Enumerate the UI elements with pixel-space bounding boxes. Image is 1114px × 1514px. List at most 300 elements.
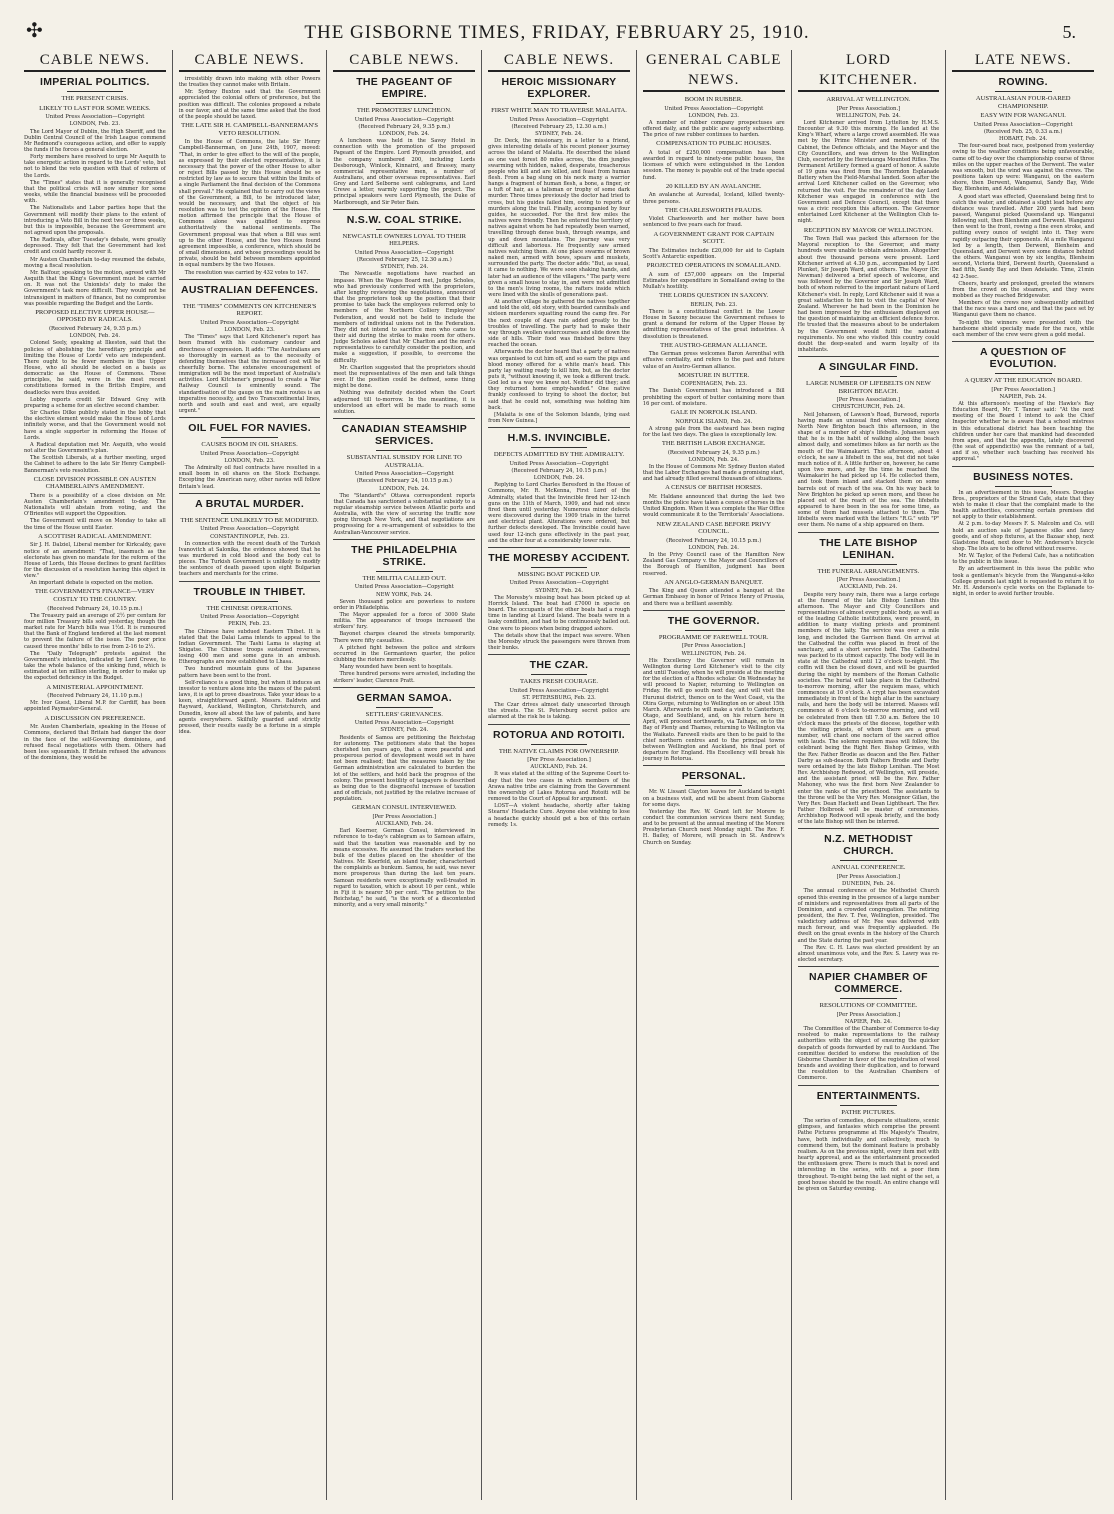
paragraph: Afterwards the doctor heard that a party of natives was organised to cut him off, and so earn the pigs and blood money offered for a white man's head. This party lay waiting ready to kill him, but, as the doctor puts it, "without knowing it, we took a different track. God led us a way we knew not. Neither did they; and they returned home empty-handed." One native frankly confessed to trying to shoot the doctor, but said that he could not, something was holding him back. (488, 349, 630, 411)
article (24, 684, 166, 713)
article (24, 309, 166, 474)
headline-rule (376, 229, 433, 230)
article-body (643, 464, 785, 482)
headline-rule (995, 486, 1052, 487)
paragraph: There is a possibility of a close division on Mr. Austen Chamberlain's amendment to-day. The Nationalists will abstain from voting, and the O'Brienites will support the Opposition. (24, 492, 166, 518)
crest-icon: ✣ (26, 18, 43, 42)
article (798, 1085, 940, 1192)
dateline: [Per Press Association.] (527, 757, 591, 764)
paragraph: The Czar drives almost daily unescorted through the streets. The St. Petersburg secret police are alarmed at the risk he is taking. (488, 702, 630, 721)
column-7 (945, 50, 1100, 1500)
article-body (643, 658, 785, 763)
dateline: (Received February 25, 12.30 a.m.) (511, 123, 607, 130)
dateline: NAPIER, Feb. 24. (844, 1018, 892, 1025)
article (643, 579, 785, 607)
paragraph: Mr. Charlton suggested that the proprietors should meet the representatives of the men and talk things over. If the position could be defined, some thing might be done. (333, 364, 476, 390)
headline-rule (221, 513, 278, 514)
article (952, 466, 1094, 598)
dateline: [Per Press Association.] (836, 105, 901, 112)
headline-rule (376, 571, 433, 572)
dateline: SYDNEY, Feb. 24. (535, 587, 583, 594)
paragraph: The resolution was carried by 432 votes to 147. (184, 269, 309, 276)
paragraph: An avalanche at Auresdal, Iceland, killed twenty-three persons. (642, 192, 785, 205)
article-body (179, 629, 321, 736)
article-subhead: A DISCUSSION ON PREFERENCE. (44, 714, 146, 722)
article-subhead: THE FUNERAL ARRANGEMENTS. (817, 567, 920, 575)
article-body (488, 702, 630, 720)
paragraph: The Danish Government has introduced a Bill prohibiting the export of butter containing more than 16 per cent. of moisture. (642, 388, 785, 407)
article (643, 183, 785, 205)
article-subhead: DEFECTS ADMITTED BY THE ADMIRALTY. (493, 451, 625, 459)
paragraph: Mr. Haldane announced that during the last two months the police have taken a census of horses in the United Kingdom. When it was complete the War Office would communicate it to the Territorials' Associations. (642, 493, 785, 519)
article-subhead: A MINISTERIAL APPOINTMENT. (46, 683, 144, 691)
article-headline: ROWING. (998, 76, 1048, 88)
article-subhead: A CENSUS OF BRITISH HORSES. (665, 484, 763, 492)
divider (333, 539, 475, 540)
article (333, 687, 475, 803)
article (488, 547, 630, 651)
divider (179, 279, 321, 280)
article-body (643, 216, 785, 228)
paragraph: The Newcastle negotiations have reached an impasse. When the Wages Board met, Judge Scholes, who had previously conferred with the proprietors, after lengthy reviewing the negotiations, announced that the proprietors took up the position that their promise to take back the employees referred only to members of the Northern Colliery Employees' Federation, and would not be held to include the members of individual unions not in the Federation. They did not intend to sacrifice men who came to their aid during the strike to make room for others. Judge Scholes asked that Mr Charlton and the men's representatives to carefully consider the position, and make a suggestion, if possible, to overcome the difficulty. (333, 271, 476, 364)
paragraph: The Admiralty oil fuel contracts have resulted in a small boom in oil shares on the Stock Exchange. Excepting the American navy, other navies will follow Britain's lead. (178, 465, 321, 490)
article-subhead: RECEPTION BY MAYOR OF WELLINGTON. (803, 226, 934, 234)
paragraph: The details show that the impact was severe. When the Moresby struck the passengers were thrown from their bunks. (488, 632, 630, 652)
dateline: WELLINGTON, Feb. 24. (836, 112, 901, 119)
article (333, 76, 475, 206)
article-body (179, 541, 321, 578)
dateline: LONDON, Feb. 23. (69, 121, 121, 128)
divider (488, 724, 630, 725)
paragraph: Cheers, hearty and prolonged, greeted the winners from the crowd on the steamers, and they were mobbed as they reached Bridgewater. (952, 280, 1095, 299)
article-subhead: A SCOTTISH RADICAL AMENDMENT. (38, 532, 152, 540)
article-headline: AUSTRALIAN DEFENCES. (180, 283, 319, 296)
article-body (333, 271, 475, 415)
dateline: [Per Press Association.] (836, 577, 901, 584)
article-body (643, 552, 785, 577)
dateline: United Press Association—Copyright (354, 584, 454, 591)
article-headline: HEROIC MISSIONARY EXPLORER. (501, 76, 617, 100)
column-header: GENERAL CABLE NEWS. (643, 50, 785, 92)
article-body (798, 236, 940, 353)
paragraph: A strong gale from the eastward has been raging for the last two days. The glass is exceptionally low. (642, 425, 785, 438)
paragraph: At another village he gathered the natives together and told the old, old story, with bearded cannibals and sixteen murderers squatting round the camp fire. For the next couple of days rain added greatly to the troubles of travelling. The party had to make their way through swollen watercourses and slide down the side of hills. Their food was finished before they reached the ocean. (488, 299, 630, 349)
article-subhead: PROPOSED ELECTIVE UPPER HOUSE—OPPOSED BY RADICALS. (35, 308, 155, 324)
article-body (488, 595, 630, 651)
paragraph: Mr. W. Taylor, of the Federal Cafe, has a notification to the public in this issue. (952, 553, 1095, 566)
paragraph: The annual conference of the Methodist Church opened this evening in the presence of a large number of ministers and representatives from all parts of the Dominion, and a crowded congregation. The retiring president, the Rev. T. Fee, Wellington, presided. The valedictory address of Mr. Fee was delivered with much fervour, and was frequently applauded. He dwelt on the great events in the history of the Church and the State during the past year. (797, 888, 940, 944)
paragraph: The "Times" says that Lord Kitchener's report has been framed with his customary candour and directness of expression. It adds: "The Australians are so thoroughly in earnest as to the necessity of defending themselves that the increased cost will be cheerfully borne. The extensive encouragement of immigration will be the most important of Australia's activities. Lord Kitchener's proposal to create a War Railway Council is eminently sound. The standardisation of the gauge on the main routes is an imperative necessity, and two Transcontinental lines, north and south and east and west, are equally urgent." (178, 334, 321, 415)
paragraph: The King and Queen attended a banquet at the German Embassy in honor of Prince Henry of Prussia, and there was a brilliant assembly. (642, 588, 785, 607)
dateline: [Per Press Association.] (836, 397, 901, 404)
dateline: (Received February 24, 9.35 p.m.) (358, 123, 451, 130)
paragraph: The series of comedies, desperate situations, scenic glimpses, and fantasies which comprise the present Pathe Pictures programme at His Majesty's Theatre, have, both individually and collectively, much to commend them, but the dominant feature is probably realism. As on the previous night, every item met with hearty approval, and as the entertainment proceeded the enthusiasm grew. There is much that is novel and interesting in the series, with not a poor item throughout. To-night being the last night of the set, a good house should be the result. An entire change will be given on Saturday evening. (797, 1118, 940, 1192)
article (488, 427, 630, 544)
dateline: United Press Association—Copyright (509, 116, 609, 123)
article-subhead: A GOVERNMENT GRANT FOR CAPTAIN SCOTT. (653, 230, 774, 246)
paragraph: A sum of £57,000 appears on the Imperial Estimates for expenditure in Somaliland owing to the Mullah's hostility. (642, 271, 785, 290)
paragraph: Mr. Ivor Guest, Liberal M.P. for Cardiff, has been appointed Paymaster-General. (24, 700, 166, 713)
article-body (643, 426, 785, 438)
article-headline: THE LATE BISHOP LENIHAN. (819, 536, 918, 561)
article-body (24, 493, 166, 531)
divider (488, 654, 630, 655)
article-headline: CANADIAN STEAMSHIP SERVICES. (341, 423, 468, 448)
dateline: LONDON, Feb. 23. (224, 327, 275, 334)
article (24, 76, 166, 307)
dateline: AUCKLAND, Feb. 24. (375, 821, 433, 828)
paragraph: Colonel Seely, speaking at Ilkeston, said that the policies of abolishing the hereditary principle and limiting the House of Lords' veto are independent. There ought to be fewer members in the Upper House, who all should be elected on a basis as democratic as the House of Commons. These principles, he said, were in the most recent constitutions formed in the British Empire, and deadlocks were thus avoided. (24, 340, 166, 396)
paragraph: The Rev. C. H. Laws was elected president by an almost unanimous vote, and the Rev. S. Lawry was re-elected secretary. (797, 944, 940, 964)
article (798, 532, 940, 826)
headline-rule (531, 447, 588, 448)
headline-rule (531, 103, 588, 104)
article-subhead: ARRIVAL AT WELLINGTON. (826, 96, 911, 103)
divider (333, 687, 475, 688)
article-body (488, 138, 630, 424)
article-subhead: THE "TIMES" COMMENTS ON KITCHENER'S REPORT. (182, 302, 317, 318)
article (643, 96, 785, 138)
article-subhead: PATHE PICTURES. (841, 1108, 896, 1116)
article-subhead: THE NATIVE CLAIMS FOR OWNERSHIP. (498, 747, 620, 755)
paragraph: The Treasury paid an average of 2½ per centum for four million Treasury bills sold yesterday, though the market rate for March bills was 1½d. It is rumoured that the Bank of England tendered at the last moment to prevent the failure of the issue. The poor price caused three months' bills to rise from 2-16 to 2½. (24, 612, 166, 650)
article (333, 418, 475, 536)
article (643, 342, 785, 370)
article-subhead: 20 KILLED BY AN AVALANCHE. (665, 182, 762, 190)
article-body (333, 828, 475, 908)
paragraph: A good start was effected, Queensland being first to catch the water, and obtained a slight lead before any distance was travelled. After 200 yards had been passed, Wanganui picked Queensland up. Wanganui following suit, then Blenheim and Derwent. Wanganui then went to the front, rowing a fine even stroke, and putting every ounce of weight into it. They were rapidly outpacing their opponents. At a mile Wanganui led by a length, then Derwent, Blenheim and Queensland, and Derwent were some distance behind the others. Wanganui won by six lengths, Blenheim second, Victoria third, Derwent fourth, Queensland a bad fifth, Sandy Bay and then Adelaide. Time, 21min 42 2-5sec. (952, 193, 1095, 280)
article-body (333, 493, 475, 536)
divider (798, 532, 940, 533)
article-body (798, 1118, 940, 1192)
article-body (952, 490, 1094, 598)
article-body (643, 120, 785, 138)
dateline: LONDON, Feb. 24. (688, 544, 739, 551)
article (952, 341, 1094, 462)
article (643, 765, 785, 845)
headline-rule (840, 998, 897, 999)
dateline: [Per Press Association.] (991, 386, 1055, 393)
article-subhead: MOISTURE IN BUTTER. (678, 371, 750, 379)
article-subhead: THE SENTENCE UNLIKELY TO BE MODIFIED. (180, 516, 319, 524)
article-headline: ROTORUA AND ROTOITI. (493, 728, 626, 741)
dateline: LONDON, Feb. 23. (688, 112, 739, 119)
headline-rule (531, 674, 588, 675)
headline-rule (840, 376, 897, 377)
newspaper-columns (18, 50, 1100, 1500)
dateline: (Received February 24, 10.15 p.m.) (356, 478, 452, 485)
paragraph: In an advertisement in this issue, Messrs. Douglas Bros., proprietors of the Strand Cafe, state that they wish to make it clear that the complaint made to the health authorities, concerning certain premises did not apply to their establishment. (952, 489, 1095, 521)
headline-rule (995, 373, 1052, 374)
article-body (643, 150, 785, 181)
article-headline: THE PAGEANT OF EMPIRE. (356, 76, 453, 100)
article-headline: THE MORESBY ACCIDENT. (488, 551, 630, 564)
article (179, 493, 321, 578)
headline-rule (685, 630, 742, 631)
article (798, 356, 940, 528)
article-body (24, 613, 166, 682)
headline-rule (221, 601, 278, 602)
article (798, 96, 940, 225)
divider (333, 418, 475, 419)
article-headline: NAPIER CHAMBER OF COMMERCE. (809, 971, 928, 996)
article-body (179, 76, 321, 120)
article-subhead: THE CHINESE OPERATIONS. (206, 604, 293, 612)
paragraph: The Government will move on Monday to take all the time of the House until Easter. (24, 518, 166, 531)
paragraph: Lobby reports credit Sir Edward Grey with preparing a scheme for an elective second chamber. (24, 396, 166, 409)
article-body (24, 724, 166, 761)
article-headline: BUSINESS NOTES. (973, 470, 1074, 483)
paragraph: Forty members have resolved to urge Mr Asquith to take energetic action in regard to the Lords' veto, but not to blend the veto question with that of reform of the Lords. (24, 154, 166, 179)
article-subhead: PROGRAMME OF FAREWELL TOUR. (658, 633, 769, 641)
paragraph: The "Standard's" Ottawa correspondent reports that Canada has sanctioned a substantial subsidy to a regular steamship service between Atlantic ports and Australia, with the view of securing the traffic now going through New York, and that negotiations are progressing for a re-arrangement of subsidies to the Australian-Vancouver service. (333, 492, 476, 536)
paragraph: The "Daily Telegraph" protests against the Government's intention, indicated by Lord Crewe, to take the whole balance of the sinking fund, which is estimated at ten million sterling, in order to make up the expected deficiency in the Budget. (24, 650, 166, 682)
dateline: (Received February 24, 11.10 p.m.) (47, 693, 143, 700)
dateline: AUCKLAND, Feb. 24. (839, 584, 898, 591)
article-body (488, 771, 630, 827)
article (24, 476, 166, 531)
divider (798, 966, 940, 967)
paragraph: Mr. Austen Chamberlain, speaking in the House of Commons, declared that Britain had danger the door in the face of the self-Governing dominions, and refused fiscal negotiations with them. Others had been less squeamish. If Britain refused the advances of the dominions, they would be (24, 724, 166, 761)
paragraph: A pitched fight between the police and strikers occurred in the Germantown quarter, the police clubbing the rioters mercilessly. (333, 644, 476, 664)
paragraph: The Lord Mayor of Dublin, the High Sheriff, and the Dublin Central Council of the Irish League commend Mr Redmond's courageous action, and offer to supply the funds if he forces a general election. (24, 128, 166, 153)
dateline: (Received February 24, 10.15 p.m.) (511, 468, 607, 474)
article (24, 533, 166, 587)
article (643, 484, 785, 518)
dateline: NEW YORK, Feb. 24. (376, 591, 433, 598)
article (333, 539, 475, 684)
article-body (643, 351, 785, 369)
paragraph: An important debate is expected on the motion. (30, 580, 154, 587)
headline-rule (376, 103, 433, 104)
page-number: 5. (1062, 22, 1076, 42)
dateline: LONDON, Feb. 24. (688, 456, 739, 463)
paragraph: A total of £250,000 compensation has been awarded in regard to ninety-one public houses, the licenses of which were extinguished in the London session. The money is payable out of the trade special fund. (642, 149, 785, 181)
dateline: LONDON, Feb. 23. (224, 458, 275, 464)
dateline: [Per Press Association.] (681, 643, 746, 650)
article-headline: THE PHILADELPHIA STRIKE. (351, 543, 458, 568)
article-headline: TROUBLE IN THIBET. (193, 585, 306, 598)
article-body (798, 120, 940, 225)
dateline: NORFOLK ISLAND, Feb. 24. (675, 418, 753, 425)
article-body (952, 401, 1094, 463)
paragraph: Sir J. H. Dalziel, Liberal member for Kirkcaldy, gave notice of an amendment: "That, inasmuch as the electorate has given no mandate for the reform of the House of Lords, this House declines to grant facilities for the discussion of a resolution having this object in view." (24, 542, 166, 580)
article-headline: N.S.W. COAL STRIKE. (346, 213, 462, 226)
paragraph: Lord Kitchener arrived from Lyttelton by H.M.S. Encounter at 9.30 this morning. He landed at the King's Wharf, where a large crowd assembled. He was met by the Prime Minister and members of the Cabinet, the Defence officials, and the Mayor and the City Councillors, and was driven to the Wellington Club, escorted by the Heretaunga Mounted Rifles. The Permanent Artillery formed a guard of honor. A salute of 19 guns was fired from the Thorndon Esplanade Battery when the Field-Marshal landed. Soon after the arrival Lord Kitchener called on the Governor, who returned the visit. For the remainder of the day Lord Kitchener was engaged in conference with the Government and Defence Council, except that there was a civic reception this afternoon. The Governor entertained Lord Kitchener at the Wellington Club to-night. (797, 119, 940, 225)
divider (643, 765, 785, 766)
article-subhead: NEWCASTLE OWNERS LOYAL TO THEIR HELPERS. (342, 232, 467, 248)
divider (952, 341, 1094, 342)
paragraph: Seven thousand police are powerless to restore order in Philadelphia. (333, 598, 476, 611)
dateline: United Press Association—Copyright (200, 526, 300, 533)
article-subhead: THE PROMOTERS' LUNCHEON. (356, 107, 452, 114)
dateline: BERLIN, Feb. 23. (690, 301, 738, 308)
dateline: COPENHAGEN, Feb. 23. (680, 381, 747, 388)
headline-rule (840, 1105, 897, 1106)
article-subhead: CAUSES BOOM IN OIL SHARES. (201, 441, 298, 449)
paragraph: The "Times" states that it is generally recognised that the political crisis will now simmer for some weeks, while the financial business will be proceeded with. (24, 179, 166, 205)
paragraph: Sir Charles Dilke publicly stated in the lobby that the elective element would make the House of Lords infinitely worse, and that the Government would not have a single supporter in reforming the House of Lords. (24, 410, 166, 441)
article-body (488, 482, 630, 544)
article-body (643, 494, 785, 519)
paragraph: The Mayor appealed for a force of 3000 State militia. The appearance of troops increased the strikers' fury. (333, 612, 476, 631)
paragraph: At this afternoon's meeting of the Hawke's Bay Education Board, Mr. T. Tanner said: "At the next meeting of the Board I intend to ask the Chief Inspector whether he is aware that a school mistress in this educational district has been teaching the children under her care that mankind had descended from apes, and that the appendix, lately discovered (the seat of appendicitis) was the remnant of a tail, and if so, whether such teaching has received his approval." (952, 401, 1095, 463)
paragraph: To-night the winners were presented with the handsome shield specially made for the race, while each member of the crew were given a gold medal. (952, 319, 1095, 338)
article-body (798, 888, 940, 963)
article-body (643, 309, 785, 340)
paragraph: Mr. Balfour, speaking to the motion, agreed with Mr Asquith that the King's Government must be carried on. It was not the Unionists' duty to make the Government's task more difficult. They would not be intransigent in matters of finance, but no compromise was possible regarding the Budget and the Lords. (24, 269, 166, 307)
paragraph: Bayonet charges cleared the streets temporarily. There were fifty casualties. (333, 631, 476, 644)
article (179, 581, 321, 736)
headline-rule (376, 707, 433, 708)
dateline: United Press Association—Copyright (664, 105, 764, 112)
newspaper-title: THE GISBORNE TIMES, FRIDAY, FEBRUARY 25, 1910. (304, 22, 810, 43)
dateline: United Press Association—Copyright (200, 450, 300, 457)
headline-rule (685, 785, 742, 786)
column-header: CABLE NEWS. (333, 50, 475, 72)
article-subhead: GERMAN CONSUL INTERVIEWED. (352, 804, 457, 812)
paragraph: Self-reliance is a good thing, but when it induces an investor to venture alone into the mazes of the patent laws, it is apt to prove disastrous. Take your ideas to a keen, straightforward agent. Messrs. Baldwin and Rayward, Auckland, Wellington, Christchurch, and Dunedin, know all about the law of patents, and have agents everywhere. Skilfully guarded and strictly pressed, their results easily be a fortune in a simple idea. (178, 679, 321, 736)
dateline: LONDON, Feb. 24. (379, 130, 430, 137)
article-subhead: THE AUSTRO-GERMAN ALLIANCE. (660, 341, 768, 349)
article-headline: GERMAN SAMOA. (356, 691, 453, 704)
paragraph: Dr. Deck, the missionary, in a letter to a friend, gives interesting details of his recent pioneer journey across the island of Malaita. He described the island as one vast forest 80 miles across, the dim jungles swarming with hidden, naked, desperate, treacherous people who kill and are killed, and feast from human flesh. From a bag slung on his neck many a warrior hangs a fragment of human flesh, a bone, a finger, or a tuft of hair, as a talisman or trophy of some dark murder. Three times previously the doctor had tried to cross, but his guides failed him, owing to reports of murders along the trail. Finally, accompanied by four guides, he succeeded. For the first few miles the natives were friendly. Then he entered the territory of natives against whom he had repeatedly been warned, travelling through dense bush, through swamps, and up and down mountains. The journey was very difficult and laborious. He frequently saw armed natives watching them. At one place swarms of brown naked men, armed with bows, spears and muskets, surrounded the party. The doctor adds: "But, as usual, it came to nothing. We were soon shaking hands, and later had an audience of the villagers." The party were given a small house to stay in, and were not admitted to the men's living rooms, the rafters inside which were lined with the skulls of generations past. (488, 138, 630, 298)
masthead (0, 0, 1114, 52)
article (179, 279, 321, 415)
article-headline: A QUESTION OF EVOLUTION. (979, 346, 1067, 371)
article (179, 417, 321, 490)
article-subhead: FIRST WHITE MAN TO TRAVERSE MALAITA. (491, 107, 627, 114)
article-subhead: AUSTRALASIAN FOUR-OARED CHAMPIONSHIP. (975, 95, 1071, 110)
article-body (798, 1026, 940, 1081)
article-subhead: THE BRITISH LABOR EXCHANGE. (661, 440, 766, 447)
article-body (179, 139, 321, 275)
article-subhead: RESOLUTIONS OF COMMITTEE. (819, 1002, 918, 1010)
divider (798, 1085, 940, 1086)
paragraph: Yesterday the Rev. W. Grant left for Morere to conduct the communion services there next Sunday, and to be present at the annual meeting of the Morere Presbyterian Church next Monday night. The Rev. F. H. Bailey, of Morere, will preach in St. Andrew's Church on Sunday. (642, 808, 785, 846)
dateline: SYDNEY, Feb. 24. (380, 727, 429, 734)
divider (952, 466, 1094, 467)
article (333, 209, 475, 415)
divider (488, 547, 630, 548)
article-body (333, 735, 475, 803)
column-header: CABLE NEWS. (179, 50, 321, 72)
article-subhead: LARGE NUMBER OF LIFEBELTS ON NEW BRIGHTON BEACH. (806, 380, 931, 395)
article (488, 654, 630, 720)
article-subhead: A QUERY AT THE EDUCATION BOARD. (964, 377, 1082, 385)
paragraph: A number of rubber company prospectuses are offered daily, and the public are eagerly subscribing. The price of raw rubber continues to harden. (642, 119, 785, 139)
dateline: (Received Feb. 25, 0.33 a.m.) (983, 128, 1063, 135)
dateline: (Received February 24, 10.15 p.m.) (666, 537, 762, 544)
headline-rule (67, 91, 124, 92)
article (24, 588, 166, 681)
dateline: ST. PETERSBURG, Feb. 23. (522, 694, 596, 701)
divider (179, 417, 321, 418)
article-headline: N.Z. METHODIST CHURCH. (824, 833, 913, 858)
dateline: United Press Association—Copyright (354, 249, 454, 256)
article (952, 76, 1094, 338)
article (643, 610, 785, 763)
column-header: CABLE NEWS. (24, 50, 166, 72)
paragraph: Three hundred persons were arrested, including the strikers' leader, Clarence Pratt. (333, 671, 476, 684)
article-headline: THE CZAR. (529, 659, 589, 672)
article-subhead: THE CHARLESWORTH FRAUDS. (664, 206, 763, 214)
dateline: (Received February 24, 9.35 p.m.) (667, 449, 760, 456)
dateline: SYDNEY, Feb. 24. (535, 130, 583, 137)
headline-rule (221, 299, 278, 300)
article (24, 715, 166, 762)
article-subhead: NEW ZEALAND CASE BEFORE PRIVY COUNCIL. (656, 520, 771, 536)
paragraph: Many wounded have been sent to hospitals. (339, 664, 453, 671)
dateline: (Received February 25, 12.30 a.m.) (356, 257, 452, 264)
divider (798, 828, 940, 829)
dateline: LONDON, Feb. 24. (379, 485, 430, 492)
dateline: United Press Association—Copyright (354, 116, 454, 123)
article-body (643, 192, 785, 204)
column-header: CABLE NEWS. (488, 50, 630, 72)
divider (798, 356, 940, 357)
article-body (24, 542, 166, 586)
article-body (643, 588, 785, 606)
paragraph: There is a constitutional conflict in the Lower House in Saxony because the Government refuses to grant a demand for reform of the Upper House by admitting representatives of the great industries. A dissolution is threatened. (642, 308, 785, 340)
article-headline: THE GOVERNOR. (667, 614, 760, 627)
paragraph: In the House of Commons Mr. Sydney Buxton stated that the Labor Exchanges had made a promising start, and had already filled several thousands of situations. (642, 463, 785, 483)
divider (643, 610, 785, 611)
column-6 (791, 50, 946, 1500)
paragraph: In the House of Commons, the late Sir Henry Campbell-Bannerman, on June 24th, 1907, moved: "That, in order to give effect to the will of the people, as expressed by their elected representatives, it is necessary that the power of the other House to alter or reject Bills passed by this House should be so restricted by law as to secure that within the limits of a single Parliament the final decision of the Commons shall prevail." He explained that to carry out the views of the Government, a Bill, to be introduced later, would be necessary, and that the object of his resolution was to test the opinion of the House. His motion affirmed the principle that the House of Commons alone was qualified to express authoritatively the national sentiments. The Government proposal was that when a Bill was sent up to the other House, and the two Houses found agreement impossible, a conference, which should be of small dimensions, and whose proceedings would be private, should be held between members appointed in equal numbers by the two Houses. (178, 139, 321, 269)
article-subhead: CLOSE DIVISION POSSIBLE ON AUSTEN CHAMBERLAIN'S AMENDMENT. (33, 475, 157, 491)
divider (333, 209, 475, 210)
dateline: United Press Association—Copyright (354, 471, 454, 478)
article-body (24, 340, 166, 473)
paragraph: In connection with the recent death of the Turkish Ivanovitch at Salonika, the evidence showed that he was murdered in cold blood and the body cut to pieces. The Turkish Government is unlikely to modify the sentence of death passed upon eight Bulgarian teachers and merchants for the crime. (178, 540, 321, 578)
headline-rule (376, 450, 433, 451)
paragraph: It was stated at the sitting of the Supreme Court to-day that the two cases in which members of the Arawa native tribe are claiming from the Government the ownership of Lakes Rotorua and Rotoiti will be removed to the Court of Appeal for argument. (488, 771, 630, 803)
column-header: LATE NEWS. (952, 50, 1094, 72)
article-body (952, 143, 1094, 338)
article (179, 122, 321, 276)
article (643, 231, 785, 261)
article-headline: IMPERIAL POLITICS. (40, 76, 150, 88)
paragraph: Residents of Samoa are petitioning the Reichstag for autonomy. The petitioners state that the hopes cherished ten years ago, that a more peaceful and prosperous period of development would set in have not been realised; that the measures taken by the German administration are calculated to burden the lot of the settlers, and hold back the progress of the colony. The present hostility of taxpayers is described as being due to the disgraceful increase of taxation and of officials, not justified by the relative increase of population. (333, 734, 476, 803)
dateline: LONDON, Feb. 24. (533, 475, 585, 482)
article-headline: PERSONAL. (681, 770, 746, 783)
headline-rule (531, 744, 588, 745)
article-body (643, 388, 785, 406)
article-body (643, 789, 785, 845)
article-body (179, 465, 321, 490)
paragraph: The Radicals, after Tuesday's debate, were greatly depressed. They felt that the Government had lost credit and could hardly recover it. (24, 237, 166, 256)
article-headline: OIL FUEL FOR NAVIES. (188, 422, 311, 435)
dateline: [Per Press Association.] (372, 813, 437, 820)
paragraph: Mr. Sydney Buxton said that the Government appreciated the colonial offers of preference, but the position was difficult. The colonies proposed a rebate in our favor, and at the same time asked that the food of the people should be taxed. (178, 89, 321, 120)
article-body (179, 334, 321, 414)
dateline: United Press Association—Copyright (509, 460, 609, 467)
paragraph: Two hundred mountain guns of the Japanese pattern have been sent to the front. (178, 666, 321, 679)
article-headline: ENTERTAINMENTS. (816, 1089, 921, 1102)
article (643, 262, 785, 290)
article-body (798, 412, 940, 529)
paragraph: By an advertisement in this issue the public who took a gentleman's bicycle from the Wanganui-a-kiko College grounds last night is requested to return it to Mr. H. Anderson's cycle works on the Esplanade to-night, in order to avoid further trouble. (952, 566, 1095, 598)
paragraph: The Moresby's missing boat has been picked up at Horrick Island. The boat had £7000 in specie on board. The occupants of the other boats had a rough time in landing at Lizard Island. The boats were in a leaky condition, and had to be continuously bailed out. One were to pieces when being dragged ashore. (488, 594, 630, 632)
paragraph: Despite very heavy rain, there was a large cortege at the funeral of the late Bishop Lenihan this afternoon. The Mayor and City Councillors and representatives of almost every public body, as well as of the leading Catholic institutions, were present, in addition to many visiting priests and prominent members of the laity. The service was over a mile long, and included the Garrison Band. On arrival at the Cathedral the coffin was placed in front of the sanctuary, and a short service held. The Cathedral was packed to its utmost capacity. The body will lie in state at the Cathedral until 12 o'clock to-night. The coffin will then be closed down, and will be guarded during the night by members of the Roman Catholic societies. The burial will take place in the Cathedral to-morrow morning, after the requiem mass, which commences at 10 o'clock. A crypt has been excavated immediately in front of the high altar in the sanctuary rails, and here the body will be interred. Masses will commence at 6 o'clock to-morrow morning, and will be celebrated from then till 7.30 a.m. Before the 10 o'clock mass the priests of the diocese, together with the visiting priests, of whom there are a great number, will chant one nocturn of the sacred office with lauds. The solemn requiem mass will follow, the celebrant being the Right Rev. Bishop Grimes, with the Rev. Father Brodie as deacon and the Rev. Father Darby as sub-deacon. Both Fathers Brodie and Darby were ordained by the late Bishop Lenihan. The Most Rev. Archbishop Redwood, of Wellington, will preside, and the assistant priest will be the Rev. Father Mahoney, who was the first born New Zealander to enter the ranks of the priesthood. The assistants to the throne will be the Very Rev. Monsignor Gillan, the Very Rev. Dean Hackett and Dean Lightheart. The Rev. Father Holbrook will be master of ceremonies. Archbishop Redwood will speak briefly, and the body of the late Bishop will then be interred. (797, 591, 940, 826)
paragraph: The German press welcomes Baron Aerenthal with effusive cordiality, and refers to the past and future value of an Austro-German alliance. (642, 351, 785, 370)
paragraph: Earl Koerner, German Consul, interviewed in reference to to-day's cablegram as to Samoan affairs, said that the taxation was reasonable and by no means excessive. He assumed the traders worked the bulk of the duties placed on the shoulder of the Natives. Mr. Koerfeld, an island trader, characterised the complaints as bunkum. Samoa, he said, was never more prosperous than during the last ten years. Samoan residents were exceptionally well-treated in regard to taxation, which is about 10 per cent., while in Fiji it is nearer 50 per cent. "The petition to the Reichstag," he said, "is the work of a discontented minority, and a very small minority." (333, 828, 476, 909)
article-subhead: PROJECTED OPERATIONS IN SOMALILAND. (646, 262, 781, 270)
divider (488, 427, 630, 428)
article-headline: A BRUTAL MURDER. (195, 497, 305, 510)
article-subhead: THE LATE SIR H. CAMPBELL-BANNERMAN'S VETO RESOLUTION. (181, 122, 319, 137)
